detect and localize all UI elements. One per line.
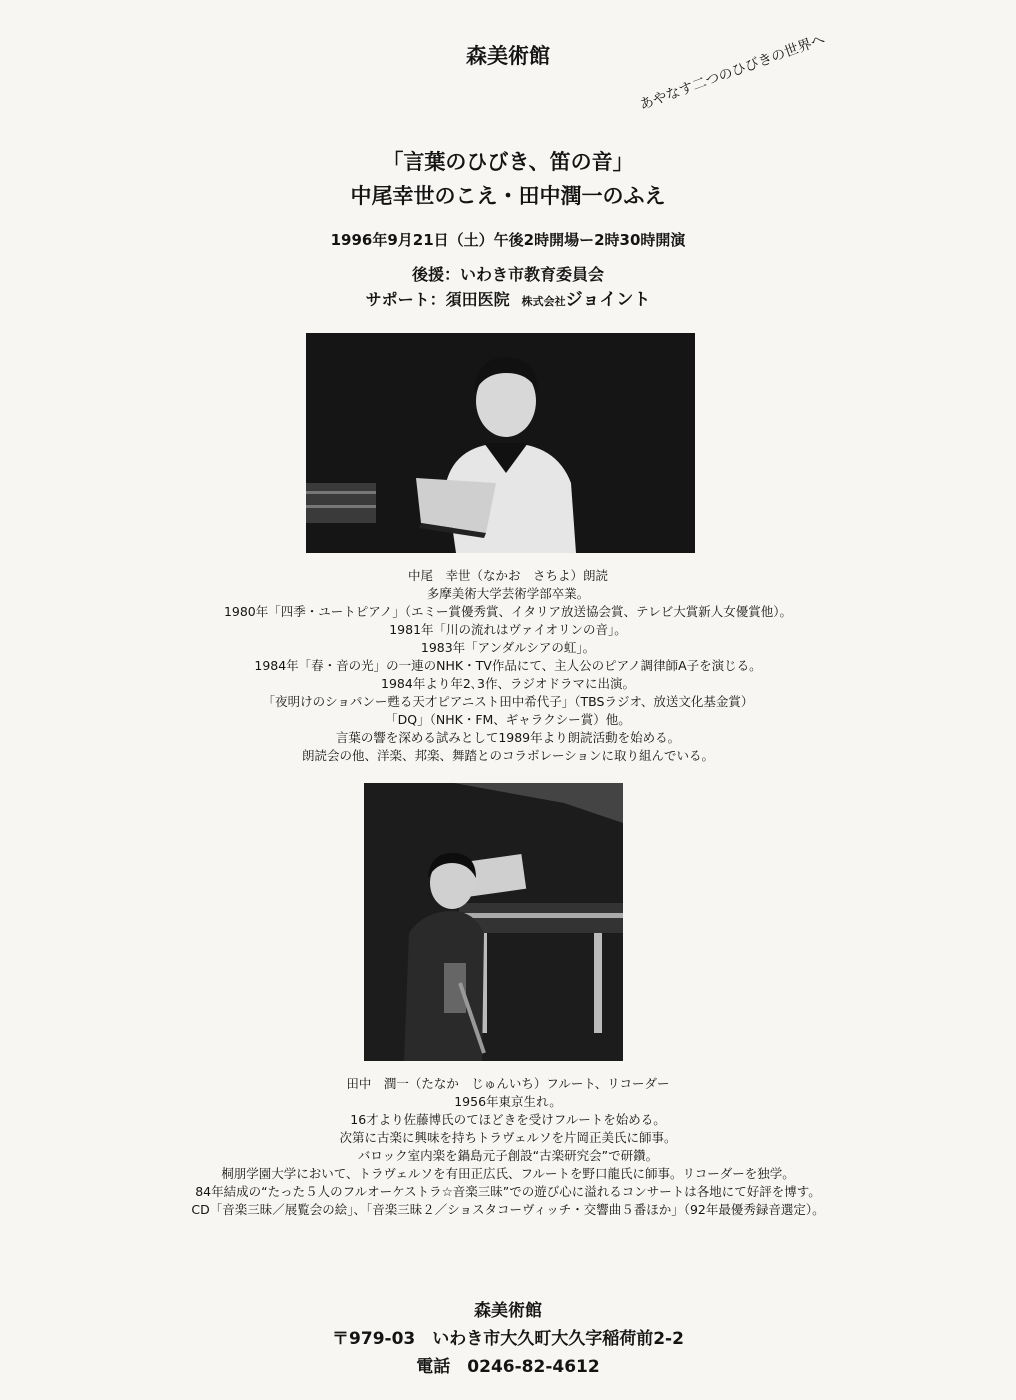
performer2-bio-line: バロック室内楽を鍋島元子創設“古楽研究会”で研鑽。 <box>357 1148 659 1163</box>
performer1-bio <box>0 567 1016 765</box>
tagline: あやなす二つのひびきの世界へ <box>637 31 828 114</box>
support-company-prefix: 株式会社 <box>521 295 566 308</box>
performer2-bio-line: 1956年東京生れ。 <box>454 1094 562 1109</box>
event-support <box>0 285 1016 310</box>
performer1-bio-line: 1984年「春・音の光」の一連のNHK・TV作品にて、主人公のピアノ調律師A子を演じる。 <box>254 658 762 673</box>
event-datetime: 1996年9月21日（土）午後2時開場ー2時30時開演 <box>330 231 686 249</box>
performer1-bio-line: 「夜明けのショパンー甦る天才ピアニスト田中希代子」（TBSラジオ、放送文化基金賞） <box>262 694 754 709</box>
performer2-bio-line: CD「音楽三昧／展覧会の絵」、「音楽三昧２／ショスタコーヴィッチ・交響曲５番ほか」（92年最優秀録音選定）。 <box>191 1202 825 1217</box>
performer1-photo-illustration <box>306 333 695 553</box>
performer1-bio-line: 多摩美術大学芸術学部卒業。 <box>426 586 590 601</box>
performer2-bio-line: 84年結成の“たった５人のフルオーケストラ☆音楽三昧”での遊び心に溢れるコンサートは各地にて好評を博す。 <box>195 1184 821 1199</box>
support-company-name: ジョイント <box>565 290 651 310</box>
footer-address: 〒979-03 いわき市大久町大久字稲荷前2-2 <box>332 1329 684 1349</box>
performer1-bio-line: 1980年「四季・ユートピアノ」（エミー賞優秀賞、イタリア放送協会賞、テレビ大賞新人女優賞他）。 <box>223 604 793 619</box>
performer2-bio-line: 16才より佐藤博氏のてほどきを受けフルートを始める。 <box>350 1112 666 1127</box>
support-label: サポート：須田医院 <box>365 290 510 309</box>
performer2-photo <box>364 783 623 1061</box>
header-venue: 森美術館 <box>466 44 550 68</box>
footer-phone: 電話 0246-82-4612 <box>416 1357 600 1377</box>
performer2-bio-line: 次第に古楽に興味を持ちトラヴェルソを片岡正美氏に師事。 <box>339 1130 677 1145</box>
event-title-line2: 中尾幸世のこえ・田中潤一のふえ <box>350 184 666 208</box>
performer1-bio-line: 1984年より年2､3作、ラジオドラマに出演。 <box>381 676 635 691</box>
performer2-photo-illustration <box>364 783 623 1061</box>
performer1-photo <box>306 333 695 553</box>
footer-venue: 森美術館 <box>474 1301 542 1321</box>
performer2-bio-line: 桐朋学園大学において、トラヴェルソを有田正広氏、フルートを野口龍氏に師事。リコーダーを独学。 <box>221 1166 795 1181</box>
performer1-name: 中尾 幸世（なかお さちよ）朗読 <box>407 568 608 583</box>
performer2-name: 田中 潤一（たなか じゅんいち）フルート、リコーダー <box>346 1076 670 1091</box>
event-sponsor: 後援：いわき市教育委員会 <box>411 265 604 284</box>
performer1-bio-line: 朗読会の他、洋楽、邦楽、舞踏とのコラボレーションに取り組んでいる。 <box>301 748 714 763</box>
performer1-bio-line: 言葉の響を深める試みとして1989年より朗読活動を始める。 <box>335 730 681 745</box>
performer1-bio-line: 「DQ」（NHK・FM、ギャラクシー賞）他。 <box>385 712 631 727</box>
event-title-line1: 「言葉のひびき、笛の音」 <box>382 150 634 174</box>
performer1-bio-line: 1983年「アンダルシアの虹」。 <box>420 640 596 655</box>
performer1-bio-line: 1981年「川の流れはヴァイオリンの音」。 <box>389 622 627 637</box>
performer2-bio <box>0 1075 1016 1219</box>
